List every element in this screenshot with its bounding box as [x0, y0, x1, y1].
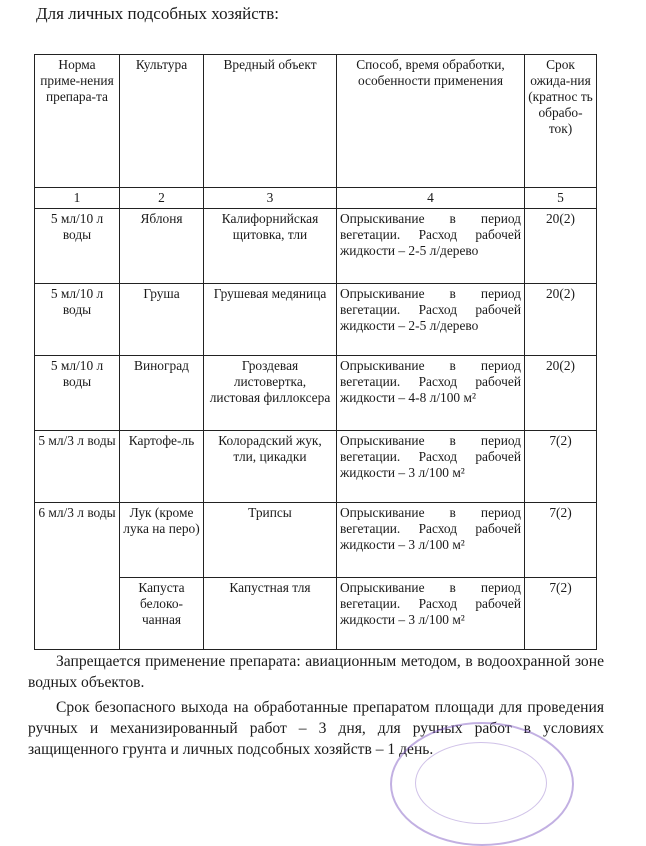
pest-cell: Трипсы	[204, 503, 337, 578]
table-row	[35, 503, 597, 578]
restriction-text: Запрещается применение препарата: авиационным методом, в водоохранной зоне водных объектов.	[28, 653, 604, 691]
method-cell: Опрыскивание в период вегетации. Расход рабочей жидкости – 3 л/100 м²	[337, 503, 525, 578]
table-row	[35, 578, 597, 650]
header-wait: Срок ожида-ния (кратнос ть обрабо-ток)	[525, 55, 597, 188]
pest-cell: Калифорнийская щитовка, тли	[204, 209, 337, 284]
header-row	[35, 55, 597, 188]
column-number: 5	[525, 188, 597, 209]
table-row	[35, 431, 597, 503]
crop-cell: Яблоня	[120, 209, 204, 284]
norm-cell: 5 мл/10 л воды	[35, 356, 120, 431]
section-heading: Для личных подсобных хозяйств:	[36, 4, 279, 23]
column-number: 1	[35, 188, 120, 209]
pest-cell: Капустная тля	[204, 578, 337, 650]
table-row	[35, 209, 597, 284]
wait-cell: 7(2)	[525, 431, 597, 503]
column-number: 3	[204, 188, 337, 209]
pest-cell: Грушевая медяница	[204, 284, 337, 356]
wait-cell: 20(2)	[525, 284, 597, 356]
header-norm: Норма приме-нения препара-та	[35, 55, 120, 188]
wait-cell: 7(2)	[525, 578, 597, 650]
method-cell: Опрыскивание в период вегетации. Расход рабочей жидкости – 2-5 л/дерево	[337, 284, 525, 356]
column-number-row	[35, 188, 597, 209]
column-number: 2	[120, 188, 204, 209]
application-table	[34, 54, 597, 650]
crop-cell: Капуста белоко-чанная	[120, 578, 204, 650]
method-cell: Опрыскивание в период вегетации. Расход рабочей жидкости – 4-8 л/100 м²	[337, 356, 525, 431]
norm-cell: 5 мл/10 л воды	[35, 284, 120, 356]
crop-cell: Виноград	[120, 356, 204, 431]
pest-cell: Гроздевая листовертка, листовая филлоксера	[204, 356, 337, 431]
header-method: Способ, время обработки, особенности применения	[337, 55, 525, 188]
column-number: 4	[337, 188, 525, 209]
wait-cell: 20(2)	[525, 356, 597, 431]
method-cell: Опрыскивание в период вегетации. Расход рабочей жидкости – 3 л/100 м²	[337, 431, 525, 503]
wait-cell: 20(2)	[525, 209, 597, 284]
norm-cell: 5 мл/3 л воды	[35, 431, 120, 503]
header-crop: Культура	[120, 55, 204, 188]
method-cell: Опрыскивание в период вегетации. Расход рабочей жидкости – 2-5 л/дерево	[337, 209, 525, 284]
restriction-paragraph	[28, 651, 604, 693]
table-row	[35, 284, 597, 356]
method-cell: Опрыскивание в период вегетации. Расход рабочей жидкости – 3 л/100 м²	[337, 578, 525, 650]
crop-cell: Груша	[120, 284, 204, 356]
header-pest: Вредный объект	[204, 55, 337, 188]
safety-text: Срок безопасного выхода на обработанные препаратом площади для проведения ручных и механизированный работ – 3 дня, для ручных работ в условиях защищенного грунта и личных подсобных хозяйств – 1 день.	[28, 699, 604, 758]
norm-cell: 6 мл/3 л воды	[35, 503, 120, 650]
table-row	[35, 356, 597, 431]
wait-cell: 7(2)	[525, 503, 597, 578]
norm-cell: 5 мл/10 л воды	[35, 209, 120, 284]
crop-cell: Лук (кроме лука на перо)	[120, 503, 204, 578]
crop-cell: Картофе-ль	[120, 431, 204, 503]
pest-cell: Колорадский жук, тли, цикадки	[204, 431, 337, 503]
official-stamp-inner-ring	[415, 742, 547, 824]
